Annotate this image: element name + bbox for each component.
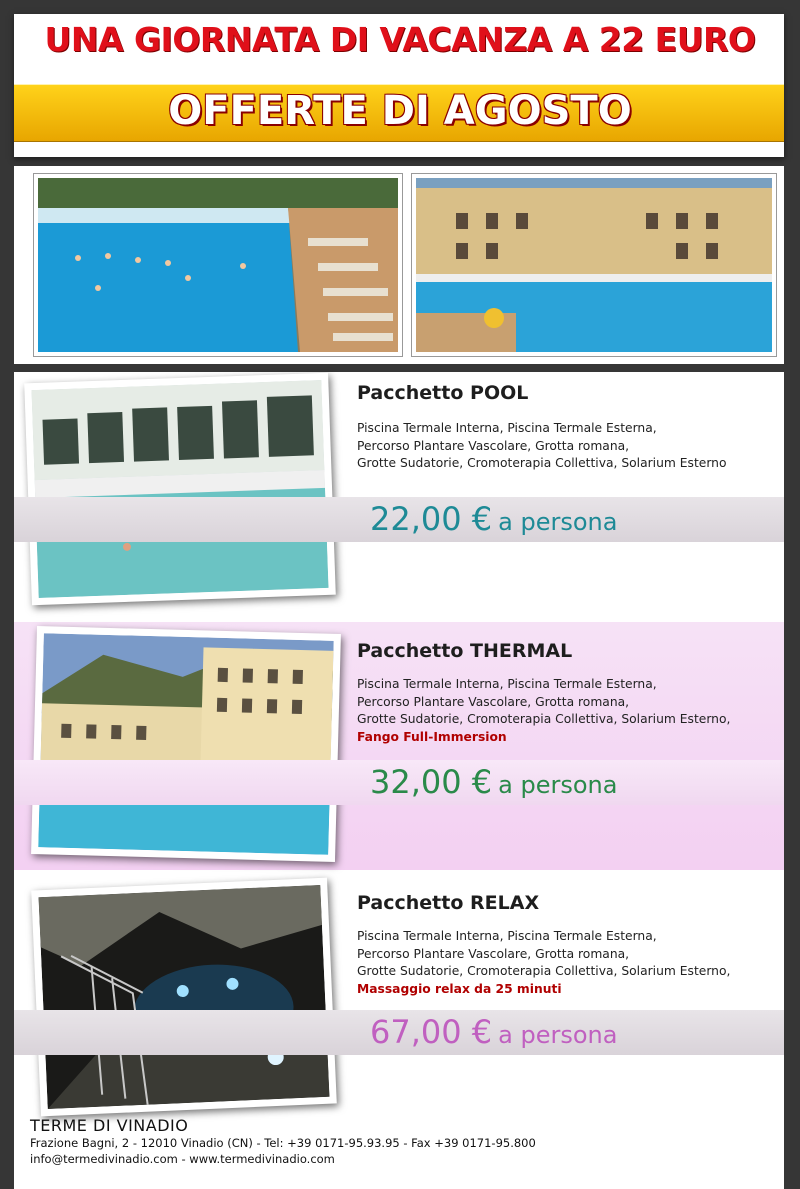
price-suffix: a persona [498,508,618,536]
footer [30,1116,536,1167]
desc-line: Percorso Plantare Vascolare, Grotta romana, [357,946,630,961]
package-title-prefix: Pacchetto [357,382,464,404]
package-desc-thermal [357,676,787,746]
price-relax [370,1013,617,1051]
price-amount: 22,00 € [370,500,493,538]
outdoor-pool-photo [34,174,402,356]
company-name: TERME DI VINADIO [30,1116,189,1135]
contact-line[interactable]: info@termedivinadio.com - www.termedivinadio.com [30,1152,335,1166]
package-extra: Massaggio relax da 25 minuti [357,981,562,996]
desc-line: Piscina Termale Interna, Piscina Termale Esterna, [357,677,657,691]
package-desc-pool [357,420,787,473]
desc-line: Grotte Sudatorie, Cromoterapia Collettiva, Solarium Esterno, [357,712,731,726]
package-title-relax [357,892,539,914]
package-extra: Fango Full-Immersion [357,729,507,744]
hotel-exterior-photo [31,626,341,862]
desc-line: Percorso Plantare Vascolare, Grotta romana, [357,438,630,453]
desc-line: Grotte Sudatorie, Cromoterapia Collettiva, Solarium Esterno [357,456,727,470]
package-title-name: POOL [470,382,529,404]
banner-title: OFFERTE DI AGOSTO [168,88,632,134]
headline: UNA GIORNATA DI VACANZA A 22 EURO [44,20,756,59]
price-thermal [370,763,617,801]
price-amount: 67,00 € [370,1013,493,1051]
package-title-prefix: Pacchetto [357,640,464,662]
desc-line: Percorso Plantare Vascolare, Grotta romana, [357,694,630,709]
indoor-pool-photo [24,373,336,605]
package-title-name: THERMAL [470,640,573,662]
package-title-thermal [357,640,572,662]
photo-strip [14,166,784,364]
desc-line: Piscina Termale Interna, Piscina Termale Esterna, [357,421,657,435]
grotto-photo [31,878,337,1117]
price-suffix: a persona [498,771,618,799]
package-title-pool [357,382,528,404]
price-suffix: a persona [498,1021,618,1049]
price-pool [370,500,617,538]
hotel-pool-photo [412,174,776,356]
desc-line: Grotte Sudatorie, Cromoterapia Collettiva, Solarium Esterno, [357,964,731,978]
price-amount: 32,00 € [370,763,493,801]
desc-line: Piscina Termale Interna, Piscina Termale Esterna, [357,929,657,943]
package-desc-relax [357,928,787,998]
address-line: Frazione Bagni, 2 - 12010 Vinadio (CN) - Tel: +39 0171-95.93.95 - Fax +39 0171-95.800 [30,1136,536,1150]
package-title-name: RELAX [470,892,540,914]
package-title-prefix: Pacchetto [357,892,464,914]
